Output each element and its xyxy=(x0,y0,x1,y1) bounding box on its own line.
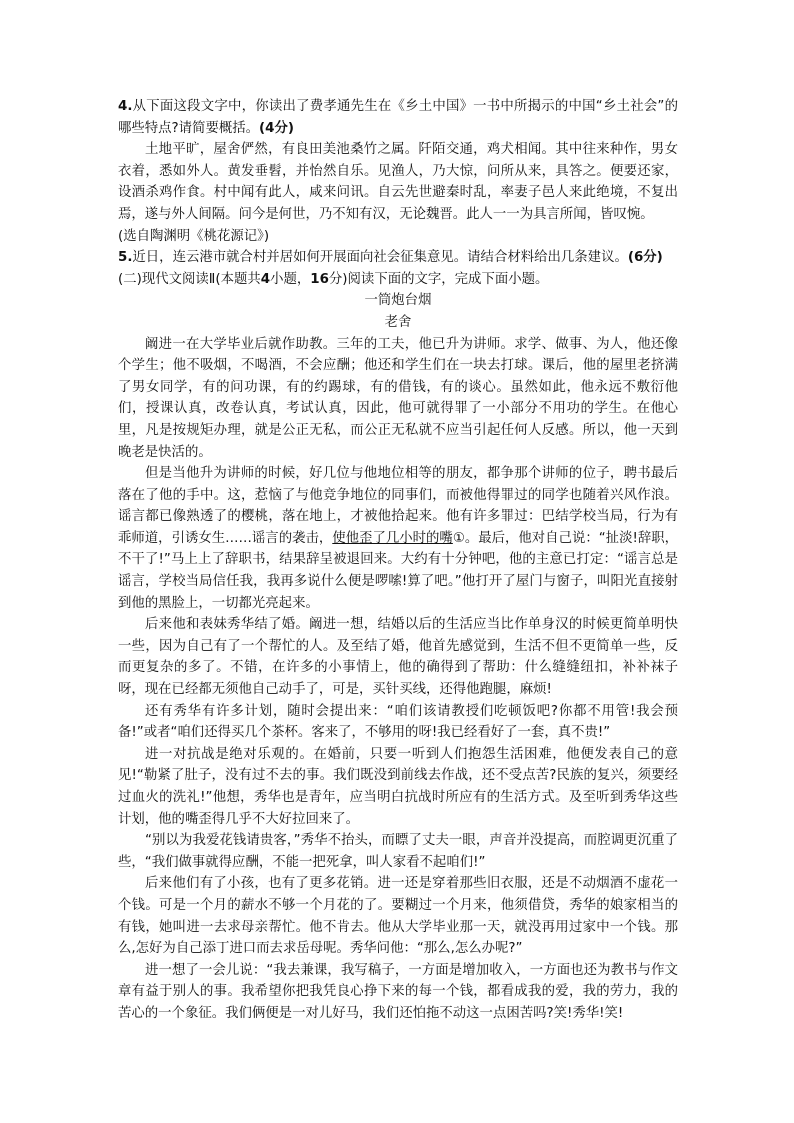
question-4-text: 从下面这段文字中，你读出了费孝通先生在《乡土中国》一书中所揭示的中国“乡土社会”的哪些特点?请简要概括。 xyxy=(118,99,678,136)
story-paragraph-1: 阚进一在大学毕业后就作助教。三年的工夫，他已升为讲师。求学、做事、为人，他还像个学生；他不吸烟，不喝酒，不会应酬；他还和学生们在一块去打球。课后，他的屋里老挤满了男女同学，有的问功课，有的约踢球，有的借钱，有的谈心。虽然如此，他永远不敷衍他们，授课认真，改卷认真，考试认真，因此，他可就得罪了一小部分不用功的学生。在他心里，凡是按规矩办理，就是公正无私，而公正无私就不应当引起任何人反感。所以，他一天到晚老是快活的。 xyxy=(118,336,678,460)
story-paragraph-6: “别以为我爱花钱请贵客，”秀华不抬头，而瞟了丈夫一眼，声音并没提高，而腔调更沉重了些，“我们做事就得应酬，不能一把死拿，叫人家看不起咱们!” xyxy=(118,833,678,870)
story-paragraph-3: 后来他和表妹秀华结了婚。阚进一想，结婚以后的生活应当比作单身汉的时候更简单明快一些，因为自己有了一个帮忙的人。及至结了婚，他首先感觉到，生活不但不更简单一些，反而更复杂的多了。不错，在许多的小事情上，他的确得到了帮助：什么缝缝纽扣，补补袜子呀，现在已经都无须他自己动手了，可是，买针买线，还得他跑腿，麻烦! xyxy=(118,617,678,698)
question-4-score: (4分) xyxy=(259,120,294,136)
story-paragraph-2 xyxy=(118,463,678,614)
section-2-question-count: 4 xyxy=(260,271,271,287)
story-paragraph-5: 进一对抗战是绝对乐观的。在婚前，只要一听到人们抱怨生活困难，他便发表自己的意见!“勒紧了肚子，没有过不去的事。我们既没到前线去作战，还不受点苦?民族的复兴，须要经过血火的洗礼!”他想，秀华也是青年，应当明白抗战时所应有的生活方式。及至听到秀华这些计划，他的嘴歪得几乎不大好拉回来了。 xyxy=(118,746,678,827)
document-page xyxy=(118,96,678,1025)
passage-taohuayuan: 土地平旷，屋舍俨然，有良田美池桑竹之属。阡陌交通，鸡犬相闻。其中往来种作，男女衣着，悉如外人。黄发垂髫，并怡然自乐。见渔人，乃大惊，问所从来，具答之。便要还家，设酒杀鸡作食。村中闻有此人，咸来问讯。自云先世避秦时乱，率妻子邑人来此绝境，不复出焉，遂与外人间隔。问今是何世，乃不知有汉，无论魏晋。此人一一为具言所闻，皆叹惋。 xyxy=(118,142,678,222)
question-5 xyxy=(118,247,678,269)
question-5-number: 5. xyxy=(118,250,133,266)
section-2-heading xyxy=(118,269,678,291)
question-4-number: 4. xyxy=(118,99,133,114)
story-paragraph-7: 后来他们有了小孩，也有了更多花销。进一还是穿着那些旧衣服，还是不动烟酒不虚花一个钱。可是一个月的薪水不够一个月花的了。要糊过一个月来，他须借贷，秀华的娘家相当的有钱，她叫进一去求母亲帮忙。他不肯去。他从大学毕业那一天，就没再用过家中一个钱。那么,怎好为自己添丁进口而去求岳母呢。秀华问他：“那么,怎么办呢?” xyxy=(118,876,678,957)
question-4 xyxy=(118,96,678,139)
passage-source: (选自陶渊明《桃花源记》) xyxy=(118,228,270,244)
story-author: 老舍 xyxy=(384,314,412,330)
question-5-text: 近日，连云港市就合村并居如何开展面向社会征集意见。请结合材料给出几条建议。 xyxy=(132,250,628,266)
section-2-heading-mid: 小题， xyxy=(270,271,311,287)
underlined-phrase: 使他歪了几小时的嘴 xyxy=(332,530,453,546)
story-paragraph-4: 还有秀华有许多计划，随时会提出来：“咱们该请教授们吃顿饭吧?你都不用管!我会预备!”或者“咱们还得买几个茶杯。客来了，不够用的呀!我已经看好了一套，真不贵!” xyxy=(118,703,678,741)
question-5-score: (6分) xyxy=(627,250,663,266)
section-2-heading-text: (二)现代文阅读Ⅱ(本题共 xyxy=(118,271,261,287)
story-paragraph-2-part-b: ①。最后，他对自己说：“扯淡!辞职，不干了!”马上上了辞职书，结果辞呈被退回来。大约有十分钟吧，他的主意已打定：“谣言总是谣言，学校当局信任我，我再多说什么便是啰嗦!算了吧。”他打开了屋门与窗子，叫阳光直接射到他的黑脸上，一切都光亮起来。 xyxy=(118,530,679,611)
section-2-points: 16 xyxy=(310,271,329,287)
story-title: 一筒炮台烟 xyxy=(364,293,432,309)
section-2-instructions: 分)阅读下面的文字，完成下面小题。 xyxy=(328,271,549,287)
story-paragraph-2-part-a: 但是当他升为讲师的时候，好几位与他地位相等的朋友，都争那个讲师的位子，聘书最后落在了他的手中。这，惹恼了与他竞争地位的同事们，而被他得罪过的同学也随着兴风作浪。谣言都已像熟透了的樱桃，落在地上，才被他拾起来。他有许多罪过：巴结学校当局，行为有乖师道，引诱女生……谣言的袭击， xyxy=(118,466,678,546)
story-paragraph-8: 进一想了一会儿说：“我去兼课，我写稿子，一方面是增加收入，一方面也还为教书与作文章有益于别人的事。我希望你把我凭良心挣下来的每一个钱，都看成我的爱，我的劳力，我的苦心的一个象征。我们俩便是一对儿好马，我们还怕拖不动这一点困苦吗?笑!秀华!笑! xyxy=(118,962,678,1021)
